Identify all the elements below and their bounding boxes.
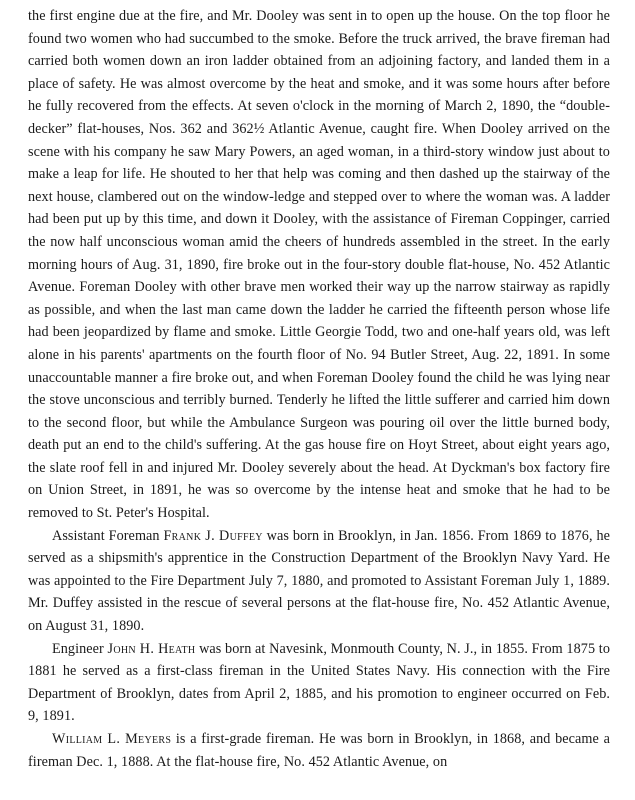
person-name: William L. Meyers: [52, 731, 172, 747]
body-text: [28, 5, 610, 773]
paragraph-body: was born in Brooklyn, in Jan. 1856. From 1869 to 1876, he served as a shipsmith's apprentice in the Construction Department of the Brooklyn Navy Yard. He was appointed to the Fire Department July 7, 1880, and promoted to Assistant Foreman July 1, 1889. Mr. Duffey assisted in the rescue of several persons at the flat-house fire, No. 452 Atlantic Avenue, on August 31, 1890.: [28, 527, 610, 635]
paragraph-dooley-continued: the first engine due at the fire, and Mr. Dooley was sent in to open up the house. On the top floor he found two women who had succumbed to the smoke. Before the truck arrived, the brave fireman had carried both women down an iron ladder obtained from an adjoining factory, and landed them in a place of safety. He was almost overcome by the heat and smoke, and it was some hours after before he fully recovered from the effects. At seven o'clock in the morning of March 2, 1890, the “double-decker” flat-houses, Nos. 362 and 362½ Atlantic Avenue, caught fire. When Dooley arrived on the scene with his company he saw Mary Powers, an aged woman, in a third-story window just about to make a leap for life. He shouted to her that help was coming and then dashed up the stairway of the next house, clambered out on the window-ledge and stepped over to where the woman was. A ladder had been put up by this time, and down it Dooley, with the assistance of Fireman Coppinger, carried the now half unconscious woman amid the cheers of hundreds assembled in the street. In the early morning hours of Aug. 31, 1890, fire broke out in the four-story double flat-house, No. 452 Atlantic Avenue. Foreman Dooley with other brave men worked their way up the narrow stairway as rapidly as possible, and when the last man came down the ladder he carried the fifteenth person whose life had been jeopardized by flame and smoke. Little Georgie Todd, two and one-half years old, was left alone in his parents' apartments on the fourth floor of No. 94 Butler Street, Aug. 22, 1891. In some unaccountable manner a fire broke out, and when Foreman Dooley found the child he was lying near the stove unconscious and terribly burned. Tenderly he lifted the little sufferer and carried him down to the second floor, but while the Ambulance Surgeon was pouring oil over the little burned body, death put an end to the child's suffering. At the gas house fire on Hoyt Street, about eight years ago, the slate roof fell in and injured Mr. Dooley severely about the head. At Dyckman's box factory fire on Union Street, in 1891, he was so overcome by the intense heat and smoke that he had to be removed to St. Peter's Hospital.: [28, 8, 610, 522]
paragraph-body: was born at Navesink, Monmouth County, N. J., in 1855. From 1875 to 1881 he served as a first-class fireman in the United States Navy. His connection with the Fire Department of Brooklyn, dates from April 2, 1885, and his promotion to engineer occurred on Feb. 9, 1891.: [28, 640, 610, 725]
paragraph-body: is a first-grade fireman. He was born in Brooklyn, in 1868, and became a fireman Dec. 1, 1888. At the flat-house fire, No. 452 Atlantic Avenue, on: [28, 731, 610, 770]
paragraph-lead: Engineer: [52, 640, 108, 657]
person-name: Frank J. Duffey: [163, 527, 263, 544]
paragraph-lead: Assistant Foreman: [52, 527, 164, 544]
paragraph-meyers: [28, 728, 610, 773]
paragraph-duffey: [28, 525, 610, 638]
person-name: John H. Heath: [107, 640, 196, 657]
paragraph-heath: [28, 638, 610, 728]
